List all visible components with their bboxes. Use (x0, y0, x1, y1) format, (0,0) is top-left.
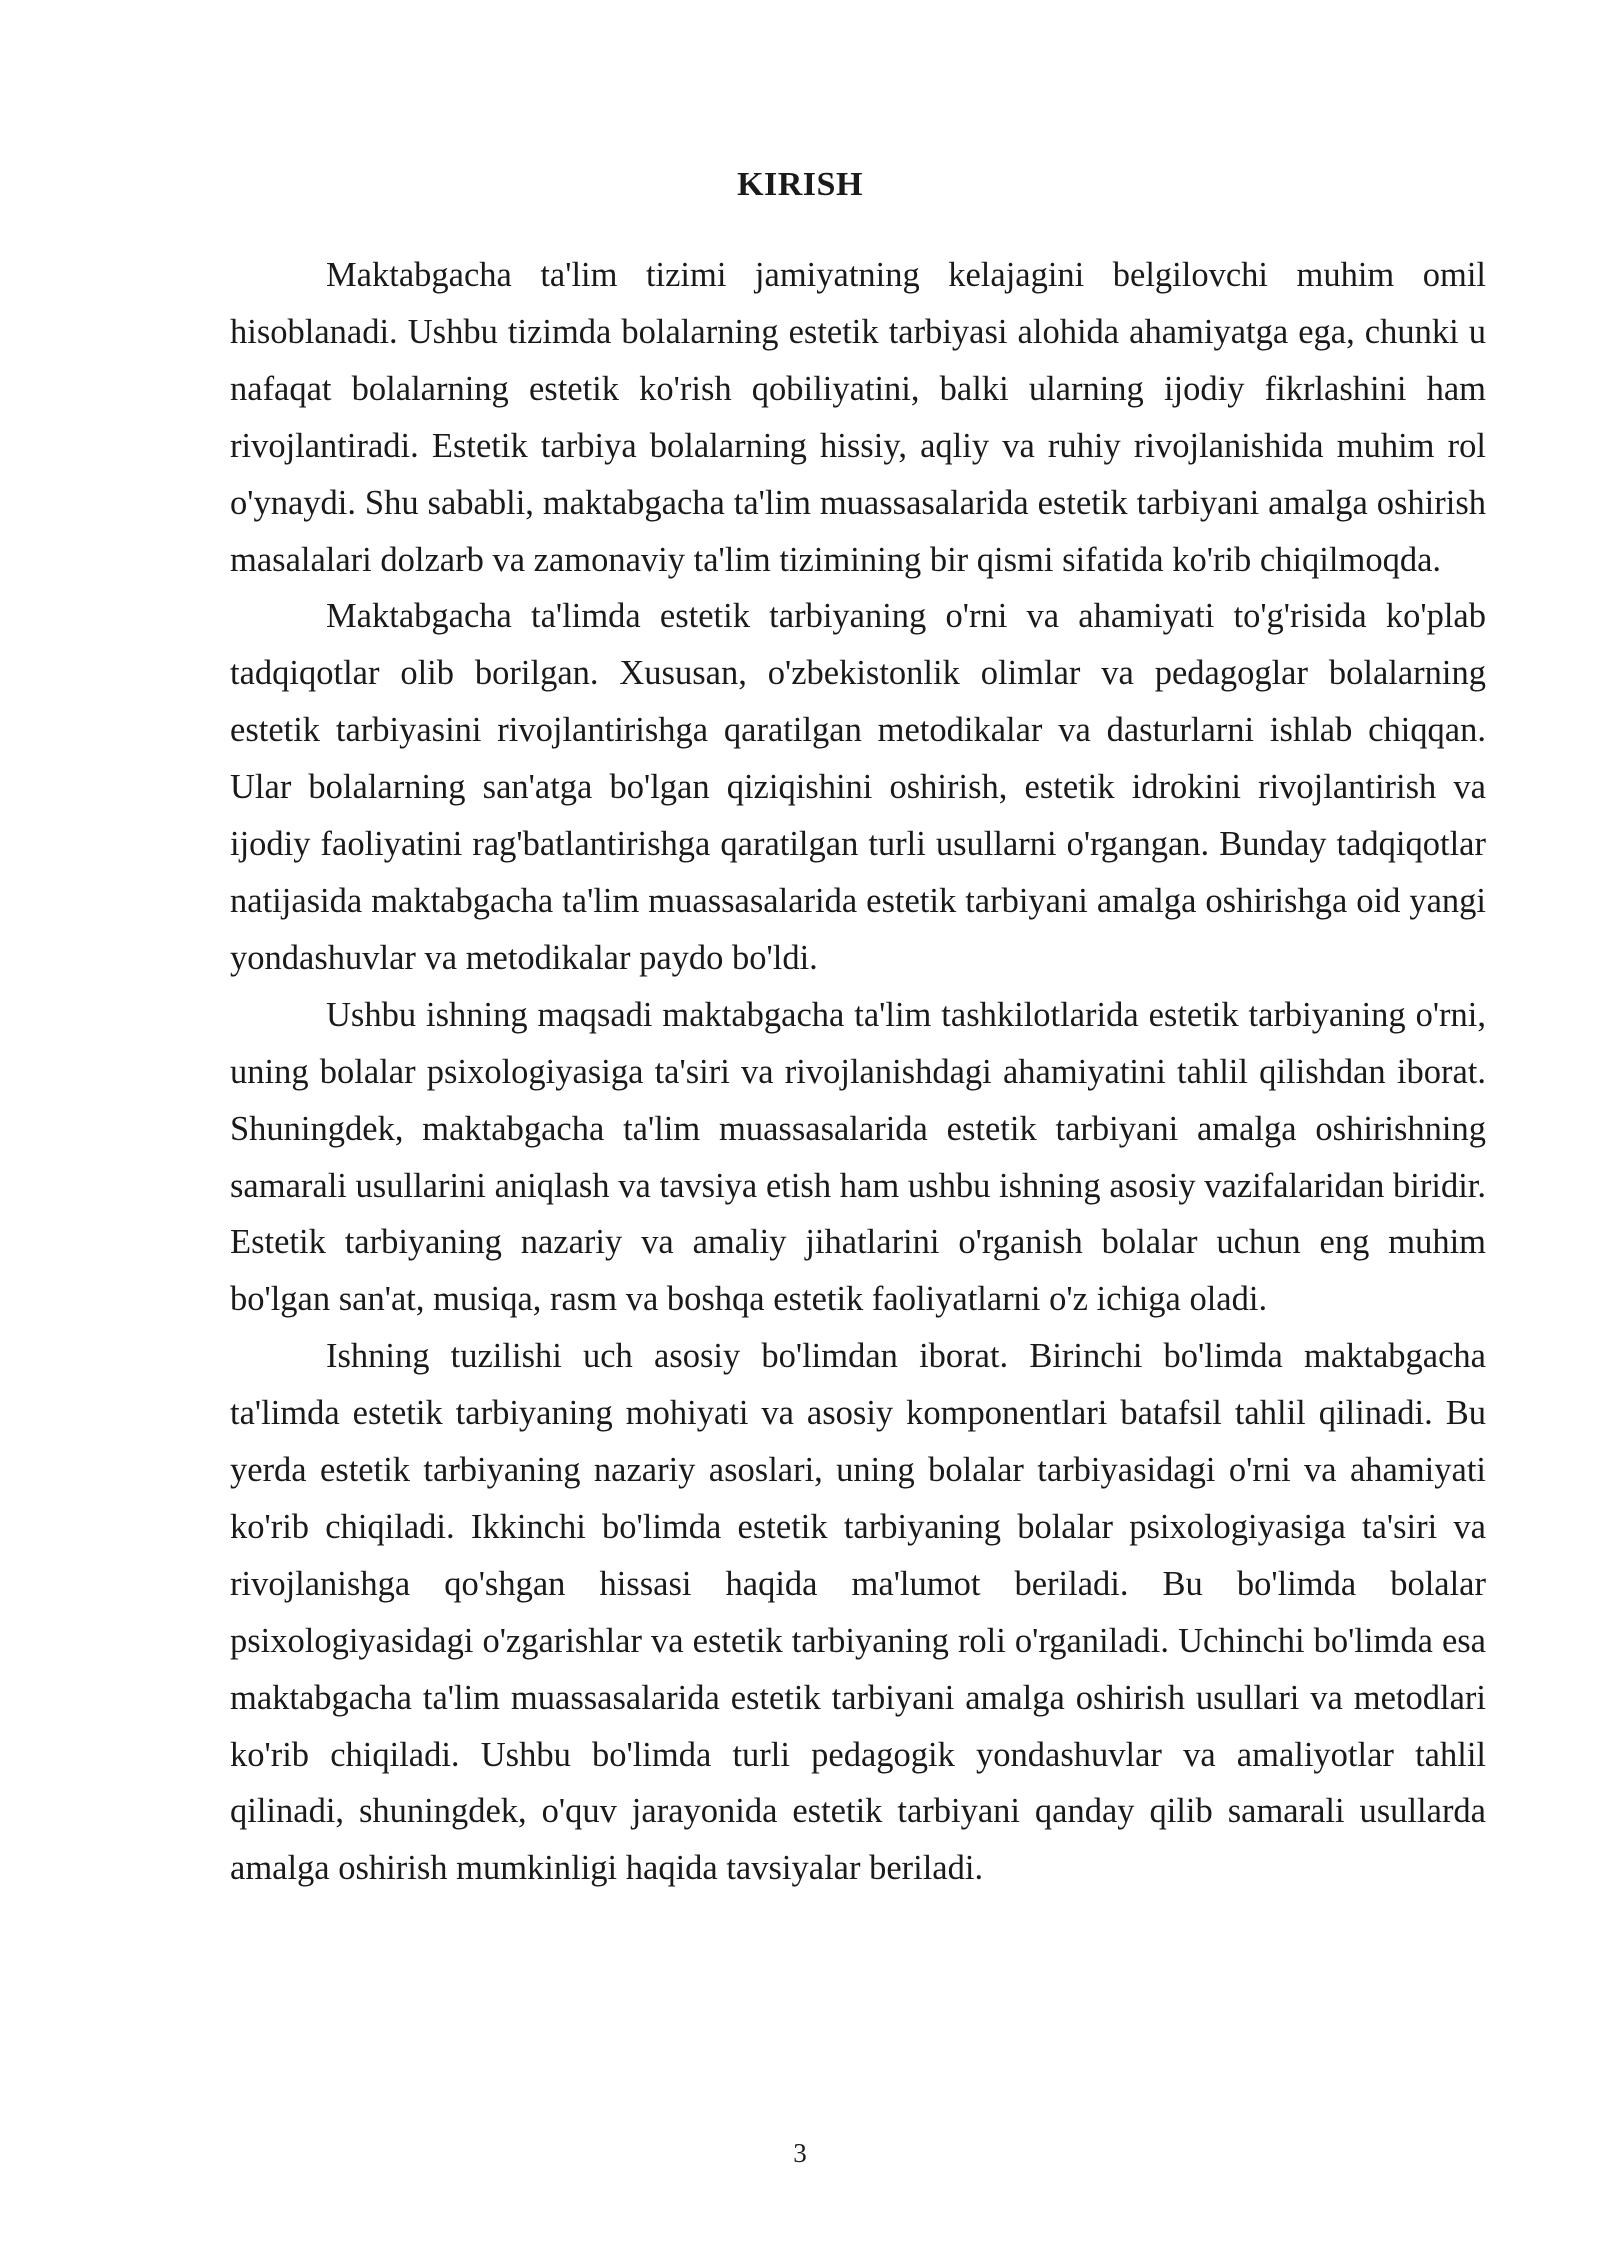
paragraph: Ishning tuzilishi uch asosiy bo'limdan iborat. Birinchi bo'limda maktabgacha ta'limda estetik tarbiyaning mohiyati va asosiy komponentlari batafsil tahlil qilinadi. Bu yerda estetik tarbiyaning nazariy asoslari, uning bolalar tarbiyasidagi o'rni va ahamiyati ko'rib chiqiladi. Ikkinchi bo'limda estetik tarbiyaning bolalar psixologiyasiga ta'siri va rivojlanishga qo'shgan hissasi haqida ma'lumot beriladi. Bu bo'limda bolalar psixologiyasidagi o'zgarishlar va estetik tarbiyaning roli o'rganiladi. Uchinchi bo'limda esa maktabgacha ta'lim muassasalarida estetik tarbiyani amalga oshirish usullari va metodlari ko'rib chiqiladi. Ushbu bo'limda turli pedagogik yondashuvlar va amaliyotlar tahlil qilinadi, shuningdek, o'quv jarayonida estetik tarbiyani qanday qilib samarali usullarda amalga oshirish mumkinligi haqida tavsiyalar beriladi. (230, 1337, 1486, 1888)
body-text (230, 247, 1486, 1897)
page-number: 3 (793, 2138, 807, 2168)
section-title: KIRISH (737, 166, 863, 203)
paragraph: Ushbu ishning maqsadi maktabgacha ta'lim tashkilotlarida estetik tarbiyaning o'rni, uning bolalar psixologiyasiga ta'siri va rivojlanishdagi ahamiyatini tahlil qilishdan iborat. Shuningdek, maktabgacha ta'lim muassasalarida estetik tarbiyani amalga oshirishning samarali usullarini aniqlash va tavsiya etish ham ushbu ishning asosiy vazifalaridan biridir. Estetik tarbiyaning nazariy va amaliy jihatlarini o'rganish bolalar uchun eng muhim bo'lgan san'at, musiqa, rasm va boshqa estetik faoliyatlarni o'z ichiga oladi. (230, 995, 1486, 1319)
paragraph: Maktabgacha ta'limda estetik tarbiyaning o'rni va ahamiyati to'g'risida ko'plab tadqiqotlar olib borilgan. Xususan, o'zbekistonlik olimlar va pedagoglar bolalarning estetik tarbiyasini rivojlantirishga qaratilgan metodikalar va dasturlarni ishlab chiqqan. Ular bolalarning san'atga bo'lgan qiziqishini oshirish, estetik idrokini rivojlantirish va ijodiy faoliyatini rag'batlantirishga qaratilgan turli usullarni o'rgangan. Bunday tadqiqotlar natijasida maktabgacha ta'lim muassasalarida estetik tarbiyani amalga oshirishga oid yangi yondashuvlar va metodikalar paydo bo'ldi. (230, 597, 1486, 977)
paragraph: Maktabgacha ta'lim tizimi jamiyatning kelajagini belgilovchi muhim omil hisoblanadi. Ushbu tizimda bolalarning estetik tarbiyasi alohida ahamiyatga ega, chunki u nafaqat bolalarning estetik ko'rish qobiliyatini, balki ularning ijodiy fikrlashini ham rivojlantiradi. Estetik tarbiya bolalarning hissiy, aqliy va ruhiy rivojlanishida muhim rol o'ynaydi. Shu sababli, maktabgacha ta'lim muassasalarida estetik tarbiyani amalga oshirish masalalari dolzarb va zamonaviy ta'lim tizimining bir qismi sifatida ko'rib chiqilmoqda. (230, 256, 1486, 579)
